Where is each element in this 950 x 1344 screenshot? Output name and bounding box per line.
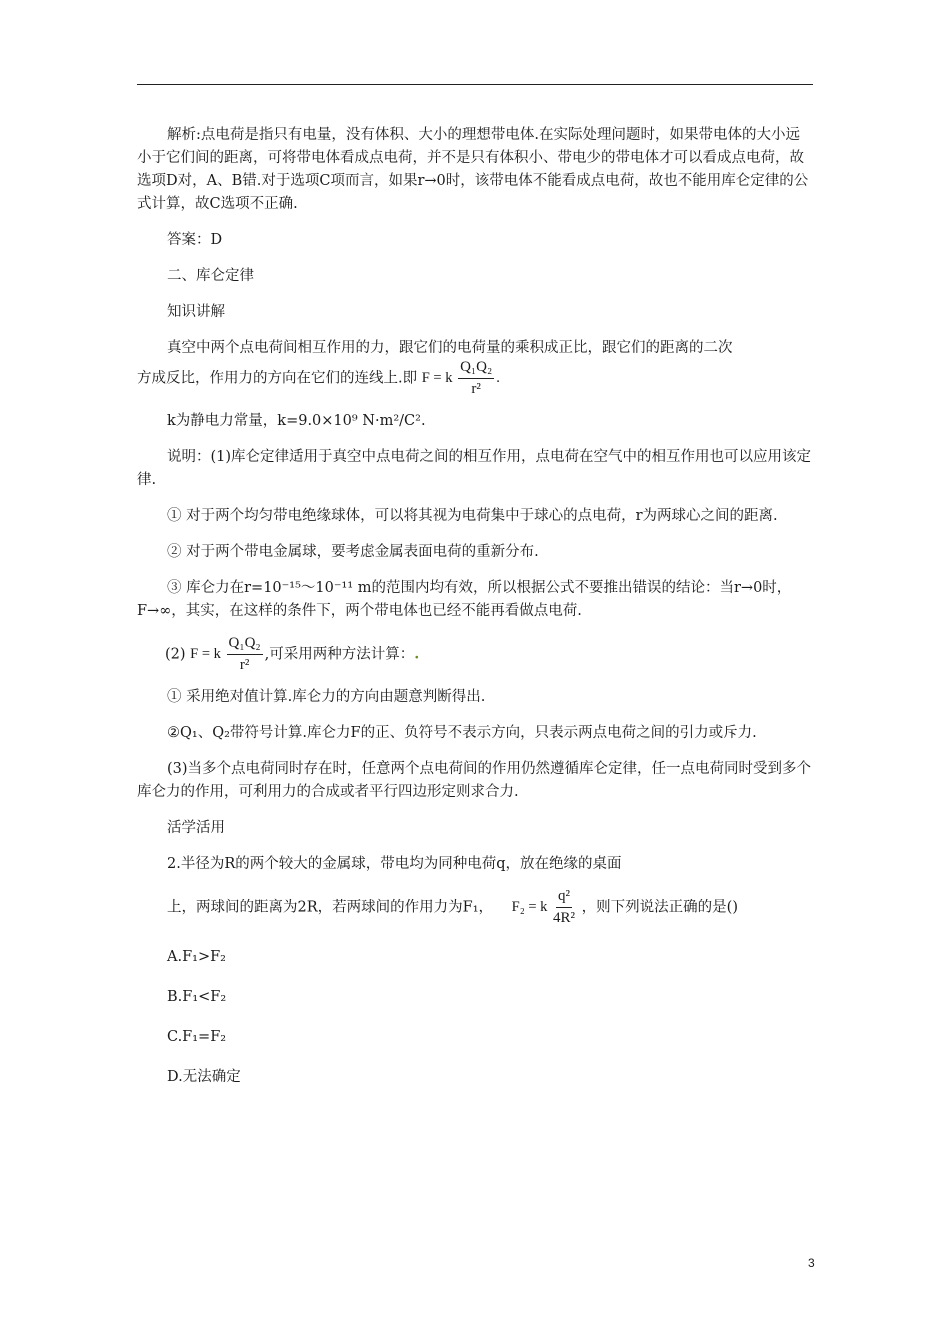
formula3-lhs: F₂ = k — [511, 898, 548, 915]
knowledge-title: 知识讲解 — [167, 304, 225, 320]
note-1-a: ① 对于两个均匀带电绝缘球体，可以将其视为电荷集中于球心的点电荷，r为两球心之间的距离. — [167, 508, 778, 524]
note-1: 说明：(1)库仑定律适用于真空中点电荷之间的相互作用，点电荷在空气中的相互作用也可以应用该定律. — [137, 449, 812, 488]
formula2-fraction — [227, 636, 263, 673]
answer-line: 答案：D — [167, 232, 223, 248]
formula3-numerator: q² — [556, 889, 572, 908]
option-c: C.F₁=F₂ — [167, 1029, 227, 1045]
option-a: A.F₁>F₂ — [167, 949, 226, 965]
formula-numerator: Q₁Q₂ — [458, 360, 494, 379]
formula-denominator: r² — [471, 381, 481, 397]
formula-lhs: F = k — [421, 369, 453, 386]
law-text-line2 — [137, 360, 813, 397]
note-2-suffix: ,可采用两种方法计算： — [264, 646, 415, 663]
page-number: 3 — [808, 1256, 815, 1270]
formula-tail: . — [496, 369, 500, 386]
coulomb-formula-2 — [190, 636, 265, 673]
note-2-b: ②Q₁、Q₂带符号计算.库仑力F的正、负符号不表示方向，只表示两点电荷之间的引力或斥力. — [167, 725, 757, 741]
section-title: 二、库仑定律 — [167, 268, 254, 284]
formula3-fraction — [553, 889, 575, 926]
document-body — [137, 124, 813, 1106]
note-2-prefix: (2) — [165, 646, 186, 663]
note-1-b: ② 对于两个带电金属球，要考虑金属表面电荷的重新分布. — [167, 544, 539, 560]
law-text-line1: 真空中两个点电荷间相互作用的力，跟它们的电荷量的乘积成正比，跟它们的距离的二次 — [167, 340, 733, 356]
analysis-paragraph: 解析:点电荷是指只有电量，没有体积、大小的理想带电体.在实际处理问题时，如果带电体的大小远小于它们间的距离，可将带电体看成点电荷，并不是只有体积小、带电少的带电体才可以看成点电荷，故选项D对，A、B错.对于选项C项而言，如果r→0时，该带电体不能看成点电荷，故也不能用库仑定律的公式计算，故C选项不正确. — [137, 127, 809, 212]
header-rule — [137, 84, 813, 85]
note-1-c: ③ 库仑力在r=10⁻¹⁵～10⁻¹¹ m的范围内均有效，所以根据公式不要推出错误的结论：当r→0时，F→∞，其实，在这样的条件下，两个带电体也已经不能再看做点电荷. — [137, 580, 792, 619]
formula2-lhs: F = k — [190, 645, 221, 662]
note-2 — [137, 636, 813, 673]
law-text-b: 方成反比，作用力的方向在它们的连线上.即 — [137, 370, 418, 387]
practice-title: 活学活用 — [167, 820, 225, 836]
force-formula — [512, 889, 577, 926]
question-line1: 2.半径为R的两个较大的金属球，带电均为同种电荷q，放在绝缘的桌面 — [167, 856, 622, 872]
question-text-c: ，则下列说法正确的是() — [581, 899, 738, 916]
formula2-denominator: r² — [239, 657, 250, 673]
law-paragraph — [137, 337, 813, 397]
coulomb-formula — [422, 360, 500, 397]
formula-fraction — [458, 360, 494, 397]
option-d: D.无法确定 — [167, 1069, 241, 1085]
note-3: (3)当多个点电荷同时存在时，任意两个点电荷间的作用仍然遵循库仑定律，任一点电荷同时受到多个库仑力的作用，可利用力的合成或者平行四边形定则求合力. — [137, 761, 812, 800]
note-2-a: ① 采用绝对值计算.库仑力的方向由题意判断得出. — [167, 689, 486, 705]
note-2-dot: . — [414, 645, 420, 663]
formula3-denominator: 4R² — [553, 910, 576, 926]
question-text-b: 上，两球间的距离为2R，若两球间的作用力为F₁， — [167, 899, 494, 916]
formula2-numerator: Q₁Q₂ — [227, 636, 263, 655]
option-b: B.F₁<F₂ — [167, 989, 227, 1005]
question-line2 — [137, 889, 813, 926]
k-constant: k为静电力常量，k=9.0×10⁹ N·m²/C². — [167, 413, 426, 429]
